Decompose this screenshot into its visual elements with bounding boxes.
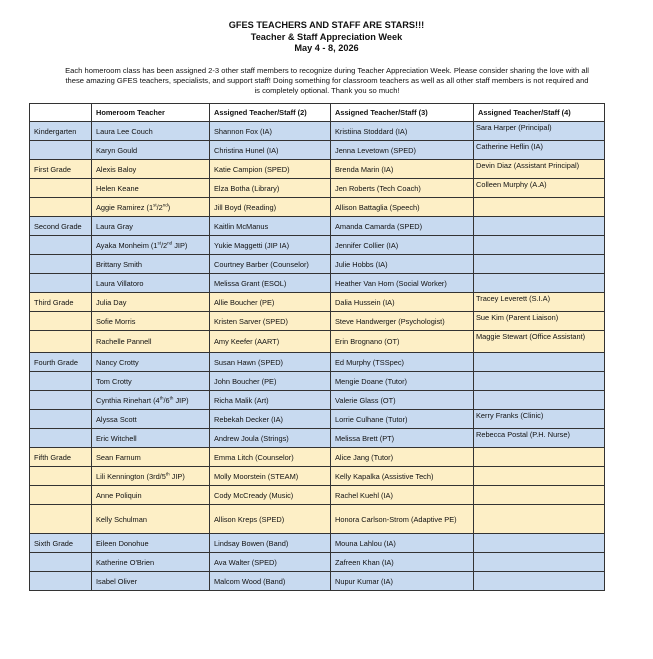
- table-row: [30, 429, 605, 448]
- table-row: [30, 179, 605, 198]
- column-header-staff-2: Assigned Teacher/Staff (2): [210, 104, 331, 122]
- assigned-staff-4-cell: [474, 505, 605, 534]
- assigned-staff-2-cell: Allison Kreps (SPED): [210, 505, 331, 534]
- homeroom-teacher-cell: Ayaka Monheim (1st/2nd JIP): [92, 236, 210, 255]
- assigned-staff-3-cell: Lorrie Culhane (Tutor): [331, 410, 474, 429]
- assigned-staff-3-cell: Zafreen Khan (IA): [331, 553, 474, 572]
- assigned-staff-2-cell: Ava Walter (SPED): [210, 553, 331, 572]
- grade-cell: Fifth Grade: [30, 448, 92, 467]
- assigned-staff-3-cell: Allison Battaglia (Speech): [331, 198, 474, 217]
- assigned-staff-2-cell: Richa Malik (Art): [210, 391, 331, 410]
- assigned-staff-4-cell: [474, 255, 605, 274]
- table-header-row: [30, 104, 605, 122]
- document-header: [0, 20, 653, 55]
- assigned-staff-2-cell: Kaitlin McManus: [210, 217, 331, 236]
- grade-cell: [30, 572, 92, 591]
- assigned-staff-4-cell: [474, 198, 605, 217]
- assigned-staff-2-cell: Melissa Grant (ESOL): [210, 274, 331, 293]
- grade-cell: [30, 236, 92, 255]
- assigned-staff-3-cell: Valerie Glass (OT): [331, 391, 474, 410]
- assigned-staff-4-cell: [474, 534, 605, 553]
- grade-cell: Sixth Grade: [30, 534, 92, 553]
- table-row: [30, 505, 605, 534]
- assigned-staff-3-cell: Steve Handwerger (Psychologist): [331, 312, 474, 331]
- grade-cell: Second Grade: [30, 217, 92, 236]
- assignment-table: [29, 103, 605, 591]
- table-row: [30, 331, 605, 353]
- homeroom-teacher-cell: Lili Kennington (3rd/5th JIP): [92, 467, 210, 486]
- assigned-staff-3-cell: Dalia Hussein (IA): [331, 293, 474, 312]
- homeroom-teacher-cell: Laura Lee Couch: [92, 122, 210, 141]
- homeroom-teacher-cell: Karyn Gould: [92, 141, 210, 160]
- table-row: [30, 467, 605, 486]
- grade-cell: [30, 467, 92, 486]
- table-body: [30, 122, 605, 591]
- homeroom-teacher-cell: Alexis Baloy: [92, 160, 210, 179]
- table-row: [30, 141, 605, 160]
- assigned-staff-2-cell: Yukie Maggetti (JIP IA): [210, 236, 331, 255]
- homeroom-teacher-cell: Eric Witchell: [92, 429, 210, 448]
- assigned-staff-2-cell: Christina Hunel (IA): [210, 141, 331, 160]
- grade-cell: [30, 372, 92, 391]
- grade-cell: [30, 505, 92, 534]
- assigned-staff-4-cell: Sara Harper (Principal): [474, 122, 605, 141]
- assigned-staff-3-cell: Jennifer Collier (IA): [331, 236, 474, 255]
- document-title: GFES TEACHERS AND STAFF ARE STARS!!!: [228, 20, 425, 30]
- table-row: [30, 160, 605, 179]
- assigned-staff-4-cell: Rebecca Postal (P.H. Nurse): [474, 429, 605, 448]
- table-row: [30, 572, 605, 591]
- assigned-staff-4-cell: [474, 372, 605, 391]
- assigned-staff-3-cell: Jenna Levetown (SPED): [331, 141, 474, 160]
- column-header-staff-3: Assigned Teacher/Staff (3): [331, 104, 474, 122]
- assigned-staff-2-cell: Molly Moorstein (STEAM): [210, 467, 331, 486]
- column-header-staff-4: Assigned Teacher/Staff (4): [474, 104, 605, 122]
- homeroom-teacher-cell: Nancy Crotty: [92, 353, 210, 372]
- assigned-staff-2-cell: Amy Keefer (AART): [210, 331, 331, 353]
- assigned-staff-2-cell: Jill Boyd (Reading): [210, 198, 331, 217]
- grade-cell: [30, 141, 92, 160]
- assigned-staff-3-cell: Mouna Lahlou (IA): [331, 534, 474, 553]
- assigned-staff-3-cell: Julie Hobbs (IA): [331, 255, 474, 274]
- assigned-staff-2-cell: Katie Campion (SPED): [210, 160, 331, 179]
- assigned-staff-2-cell: Courtney Barber (Counselor): [210, 255, 331, 274]
- assigned-staff-3-cell: Amanda Camarda (SPED): [331, 217, 474, 236]
- column-header-grade: [30, 104, 92, 122]
- assigned-staff-2-cell: Elza Botha (Library): [210, 179, 331, 198]
- assigned-staff-3-cell: Nupur Kumar (IA): [331, 572, 474, 591]
- assigned-staff-3-cell: Honora Carlson-Strom (Adaptive PE): [331, 505, 474, 534]
- assigned-staff-4-cell: [474, 391, 605, 410]
- assigned-staff-2-cell: Andrew Joula (Strings): [210, 429, 331, 448]
- assigned-staff-4-cell: [474, 467, 605, 486]
- homeroom-teacher-cell: Brittany Smith: [92, 255, 210, 274]
- homeroom-teacher-cell: Rachelle Pannell: [92, 331, 210, 353]
- assigned-staff-3-cell: Kelly Kapalka (Assistive Tech): [331, 467, 474, 486]
- homeroom-teacher-cell: Katherine O'Brien: [92, 553, 210, 572]
- assigned-staff-3-cell: Erin Brognano (OT): [331, 331, 474, 353]
- grade-cell: [30, 255, 92, 274]
- assigned-staff-4-cell: Kerry Franks (Clinic): [474, 410, 605, 429]
- assigned-staff-2-cell: Cody McCready (Music): [210, 486, 331, 505]
- homeroom-teacher-cell: Julia Day: [92, 293, 210, 312]
- homeroom-teacher-cell: Tom Crotty: [92, 372, 210, 391]
- assigned-staff-3-cell: Rachel Kuehl (IA): [331, 486, 474, 505]
- assigned-staff-4-cell: Colleen Murphy (A.A): [474, 179, 605, 198]
- grade-cell: Fourth Grade: [30, 353, 92, 372]
- assigned-staff-4-cell: Catherine Heflin (IA): [474, 141, 605, 160]
- assigned-staff-2-cell: Lindsay Bowen (Band): [210, 534, 331, 553]
- homeroom-teacher-cell: Alyssa Scott: [92, 410, 210, 429]
- assigned-staff-3-cell: Alice Jang (Tutor): [331, 448, 474, 467]
- assigned-staff-2-cell: Kristen Sarver (SPED): [210, 312, 331, 331]
- assigned-staff-3-cell: Brenda Marin (IA): [331, 160, 474, 179]
- assigned-staff-3-cell: Melissa Brett (PT): [331, 429, 474, 448]
- table-row: [30, 274, 605, 293]
- homeroom-teacher-cell: Isabel Oliver: [92, 572, 210, 591]
- assigned-staff-4-cell: [474, 448, 605, 467]
- assigned-staff-3-cell: Heather Van Horn (Social Worker): [331, 274, 474, 293]
- table-row: [30, 534, 605, 553]
- table-row: [30, 353, 605, 372]
- assigned-staff-4-cell: Sue Kim (Parent Liaison): [474, 312, 605, 331]
- assigned-staff-4-cell: Maggie Stewart (Office Assistant): [474, 331, 605, 353]
- assigned-staff-4-cell: [474, 217, 605, 236]
- homeroom-teacher-cell: Kelly Schulman: [92, 505, 210, 534]
- grade-cell: [30, 198, 92, 217]
- document-dates: May 4 - 8, 2026: [294, 43, 359, 53]
- grade-cell: [30, 410, 92, 429]
- grade-cell: [30, 553, 92, 572]
- homeroom-teacher-cell: Sean Farnum: [92, 448, 210, 467]
- assigned-staff-4-cell: [474, 353, 605, 372]
- grade-cell: [30, 179, 92, 198]
- assigned-staff-4-cell: Tracey Leverett (S.I.A): [474, 293, 605, 312]
- grade-cell: [30, 331, 92, 353]
- homeroom-teacher-cell: Laura Villatoro: [92, 274, 210, 293]
- assigned-staff-2-cell: Malcom Wood (Band): [210, 572, 331, 591]
- grade-cell: [30, 486, 92, 505]
- table-row: [30, 312, 605, 331]
- column-header-homeroom: Homeroom Teacher: [92, 104, 210, 122]
- homeroom-teacher-cell: Eileen Donohue: [92, 534, 210, 553]
- assigned-staff-3-cell: Jen Roberts (Tech Coach): [331, 179, 474, 198]
- grade-cell: [30, 274, 92, 293]
- assigned-staff-2-cell: Allie Boucher (PE): [210, 293, 331, 312]
- table-row: [30, 217, 605, 236]
- assigned-staff-4-cell: [474, 274, 605, 293]
- table-row: [30, 553, 605, 572]
- document-subtitle: Teacher & Staff Appreciation Week: [250, 31, 403, 42]
- homeroom-teacher-cell: Cynthia Rinehart (4th/6th JIP): [92, 391, 210, 410]
- table-row: [30, 448, 605, 467]
- grade-cell: Kindergarten: [30, 122, 92, 141]
- assigned-staff-2-cell: Susan Hawn (SPED): [210, 353, 331, 372]
- grade-cell: [30, 391, 92, 410]
- homeroom-teacher-cell: Laura Gray: [92, 217, 210, 236]
- assigned-staff-2-cell: Rebekah Decker (IA): [210, 410, 331, 429]
- table-row: [30, 255, 605, 274]
- table-row: [30, 122, 605, 141]
- assigned-staff-4-cell: [474, 236, 605, 255]
- table-row: [30, 410, 605, 429]
- assigned-staff-3-cell: Kristiina Stoddard (IA): [331, 122, 474, 141]
- grade-cell: Third Grade: [30, 293, 92, 312]
- assigned-staff-4-cell: [474, 553, 605, 572]
- homeroom-teacher-cell: Helen Keane: [92, 179, 210, 198]
- assigned-staff-2-cell: John Boucher (PE): [210, 372, 331, 391]
- table-row: [30, 486, 605, 505]
- table-row: [30, 293, 605, 312]
- homeroom-teacher-cell: Aggie Ramirez (1st/2nd): [92, 198, 210, 217]
- intro-paragraph: Each homeroom class has been assigned 2-3 other staff members to recognize during Teacher Appreciation Week. Please consider sharing the love with all these amazing GFES teachers, specialists, and support staff! Doing something for classroom teachers as well as all other staff members is not required and is completely optional. Thank you so much!: [65, 66, 589, 96]
- grade-cell: First Grade: [30, 160, 92, 179]
- table-row: [30, 198, 605, 217]
- homeroom-teacher-cell: Anne Poliquin: [92, 486, 210, 505]
- table-row: [30, 236, 605, 255]
- assigned-staff-4-cell: [474, 572, 605, 591]
- assigned-staff-3-cell: Ed Murphy (TSSpec): [331, 353, 474, 372]
- table-row: [30, 391, 605, 410]
- table-row: [30, 372, 605, 391]
- assigned-staff-2-cell: Shannon Fox (IA): [210, 122, 331, 141]
- assigned-staff-3-cell: Mengie Doane (Tutor): [331, 372, 474, 391]
- assigned-staff-2-cell: Emma Litch (Counselor): [210, 448, 331, 467]
- grade-cell: [30, 312, 92, 331]
- assigned-staff-4-cell: Devin Diaz (Assistant Principal): [474, 160, 605, 179]
- assigned-staff-4-cell: [474, 486, 605, 505]
- grade-cell: [30, 429, 92, 448]
- homeroom-teacher-cell: Sofie Morris: [92, 312, 210, 331]
